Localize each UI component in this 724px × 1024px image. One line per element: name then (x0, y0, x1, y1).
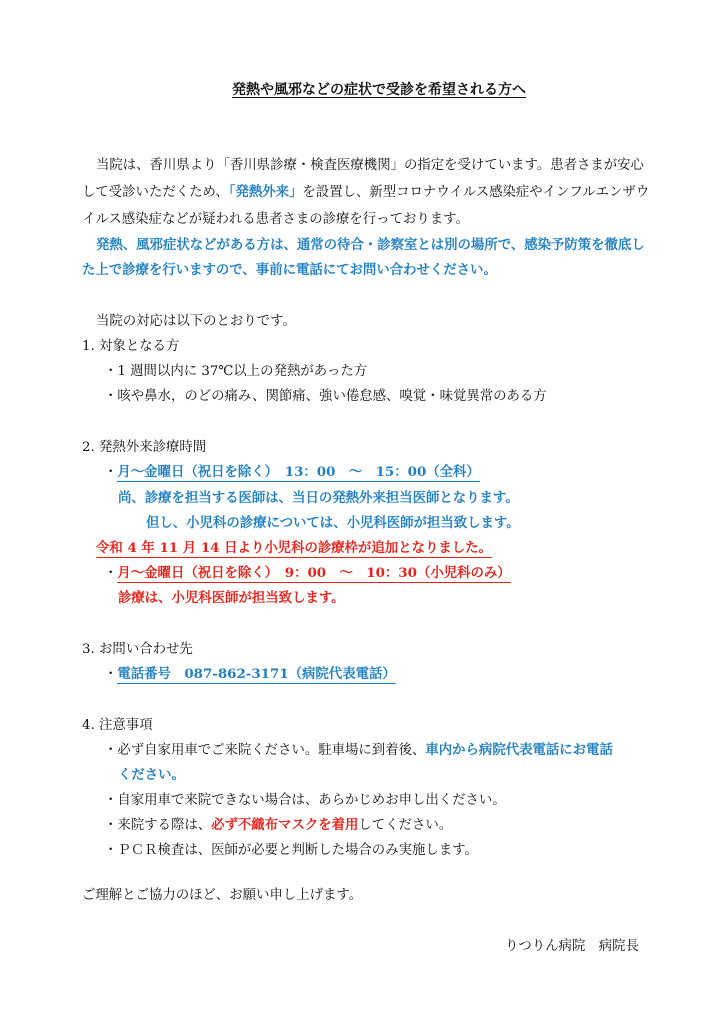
pediatric-notice-text: 令和 4 年 11 月 14 日より小児科の診療枠が追加となりました。 (96, 540, 492, 556)
intro-line-5-highlight: た上で診療を行いますので、事前に電話にてお問い合わせください。 (82, 262, 497, 278)
intro-line-2-text-a: して受診いただくため、 (82, 185, 229, 200)
section-1-bullet-2: ・咳や鼻水，のどの痛み、関節痛、強い倦怠感、嗅覚・味覚異常のある方 (104, 389, 547, 404)
section-2-note-1: 尚、診療を担当する医師は、当日の発熱外来担当医師となります。 (118, 490, 519, 506)
intro-line-2 (82, 181, 649, 200)
bullet-dot: ・ (104, 465, 118, 480)
intro-line-4-highlight: 発熱、風邪症状などがある方は、通常の待合・診察室とは別の場所で、感染予防策を徹底し (96, 237, 645, 253)
section-2-note-3: 診療は、小児科医師が担当致します。 (118, 590, 345, 606)
hours-all-departments: 月～金曜日（祝日を除く） 13：00 ～ 15：00（全科） (117, 464, 480, 480)
section-3-phone-line (104, 663, 396, 682)
section-4-bullet-2: ・自家用車で来院できない場合は、あらかじめお申し出ください。 (104, 793, 506, 808)
section-4-bullet-1-text-a: ・必ず自家用車でご来院ください。駐車場に到着後、 (104, 743, 426, 758)
section-3-heading: 3. お問い合わせ先 (82, 642, 193, 657)
phone-number: 電話番号 087-862-3171（病院代表電話） (117, 666, 396, 682)
intro-line-2-text-c: を設置し、新型コロナウイルス感染症やインフルエンザウ (302, 185, 650, 200)
section-1-heading: 1. 対象となる方 (82, 339, 180, 354)
page-title: 発熱や風邪などの症状で受診を希望される方へ (232, 82, 526, 98)
section-2-note-2: 但し、小児科の診療については、小児科医師が担当致します。 (146, 515, 520, 531)
section-4-bullet-3 (104, 814, 452, 833)
section-2-heading: 2. 発熱外来診療時間 (82, 440, 207, 455)
closing-text: ご理解とご協力のほど、お願い申し上げます。 (82, 888, 363, 903)
intro-line-3: イルス感染症などが疑われる患者さまの診療を行っております。 (82, 212, 469, 227)
section-1-bullet-1: ・1 週間以内に 37℃以上の発熱があった方 (104, 364, 368, 379)
section-4-bullet-3-text-c: してください。 (358, 818, 453, 833)
bullet-dot: ・ (104, 566, 118, 581)
signature: りつりん病院 病院長 (505, 939, 639, 954)
section-4-bullet-1-continuation: ください。 (118, 767, 185, 783)
hours-pediatrics: 月～金曜日（祝日を除く） 9：00 ～ 10：30（小児科のみ） (117, 565, 511, 581)
section-4-bullet-4: ・ＰＣＲ検査は、医師が必要と判断した場合のみ実施します。 (104, 843, 478, 858)
section-4-bullet-1 (104, 739, 613, 758)
section-2-hours-1 (104, 461, 480, 480)
pediatric-notice (96, 537, 492, 556)
lead-text: 当院の対応は以下のとおりです。 (96, 314, 296, 329)
section-4-bullet-3-text-a: ・来院する際は、 (104, 818, 212, 833)
intro-line-1: 当院は、香川県より「香川県診療・検査医療機関」の指定を受けています。患者さまが安心 (96, 158, 644, 173)
call-from-car-text: 車内から病院代表電話にお電話 (425, 742, 613, 758)
mask-requirement: 必ず不織布マスクを着用 (211, 817, 359, 833)
section-2-hours-2 (104, 562, 511, 581)
bullet-dot: ・ (104, 667, 118, 682)
fever-clinic-label: 「発熱外来」 (228, 184, 303, 200)
section-4-heading: 4. 注意事項 (82, 718, 153, 733)
